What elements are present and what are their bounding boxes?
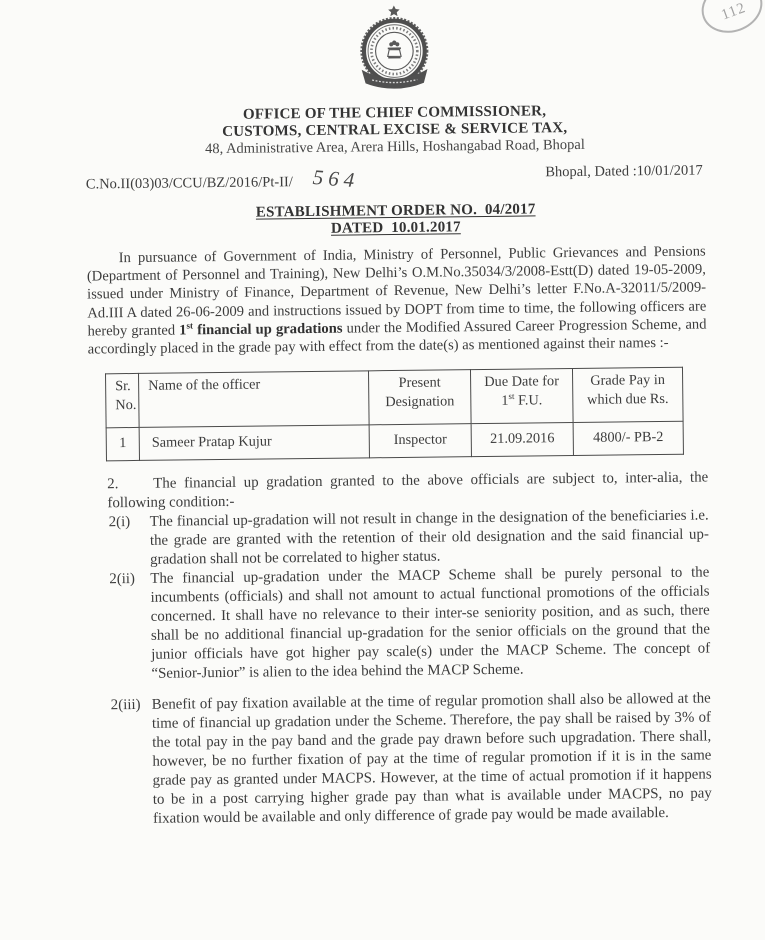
col-grade-line2: which due Rs. — [587, 390, 669, 408]
cell-sr-no: 1 — [106, 427, 139, 460]
col-sr-line2: No. — [115, 396, 137, 414]
file-number: C.No.II(03)03/CCU/BZ/2016/Pt-II/ — [85, 174, 293, 193]
col-header-due-date — [470, 368, 573, 423]
office-name-line1: OFFICE OF THE CHIEF COMMISSIONER, — [242, 103, 547, 123]
officers-table-header — [106, 367, 684, 428]
col-header-designation — [368, 369, 471, 424]
para1-bold-rest: financial up gradations — [192, 320, 343, 339]
condition-label: 2(iii) — [110, 696, 141, 714]
cell-grade-pay: 4800/- PB-2 — [573, 421, 683, 455]
officers-table — [105, 367, 684, 462]
condition-text: Benefit of pay fixation available at the time of regular promotion shall also be allowed at the time of financial up gradation under the Scheme. Therefore, the pay shall be raised by 3% of the total pay in the pay band and the grade pay drawn before such upgradation. There shall, however, be no further fixation of pay at the time of regular promotion if it is in the same grade pay as granted under MACPS. However, at the time of actual promotion if it happens to be in a post carrying higher grade pay than what is available under MACPS, no pay fixation would be available and only difference of grade pay would be made available. — [151, 690, 712, 827]
para1-bold — [179, 320, 342, 338]
document-content — [84, 0, 712, 829]
col-due-line1 — [475, 372, 568, 392]
emblem-container — [345, 3, 442, 105]
conditions-intro-text: The financial up gradation granted to the above officials are subject to, inter-alia, the following condition:- — [107, 469, 709, 512]
para1-post: under the Modified Assured Career Progression Scheme, and accordingly placed in the grade pay with effect from the date(s) as mentioned against their names :- — [87, 316, 707, 358]
para1-pre: In pursuance of Government of India, Ministry of Personnel, Public Grievances and Pensions (Department of Personnel and Training), New Delhi’s O.M.No.35034/3/2008-Estt(D) dated 19-05-2009, issued under Ministry of Finance, Department of Revenue, New Delhi’s letter F.No.A-32011/5/2009-Ad.III A dated 26-06-2009 and instructions issued by DOPT from time to time, the following officers are hereby granted — [86, 243, 707, 340]
condition-label: 2(ii) — [109, 570, 136, 588]
place-and-date: Bhopal, Dated :10/01/2017 — [545, 162, 703, 181]
customs-central-excise-emblem-icon — [346, 3, 441, 100]
para1-bold-sup: st — [186, 320, 194, 331]
file-number-line — [86, 166, 360, 194]
conditions-intro-number: 2. — [107, 475, 119, 493]
handwritten-serial-number: 564 — [312, 164, 361, 193]
condition-item-2i — [108, 506, 710, 570]
circled-page-number-icon — [694, 0, 765, 41]
table-row — [106, 421, 683, 461]
conditions-section — [89, 468, 712, 829]
col-due-post: F.U. — [514, 392, 543, 409]
col-sr-line1: Sr. — [115, 377, 131, 395]
order-title — [86, 199, 705, 240]
order-title-line1: ESTABLISHMENT ORDER NO. 04/2017 — [255, 201, 536, 221]
col-header-name: Name of the officer — [139, 371, 370, 428]
opening-paragraph — [87, 242, 707, 358]
col-due-line2 — [475, 391, 568, 411]
col-desig-line1: Present — [398, 374, 441, 391]
condition-item-2ii — [108, 563, 710, 684]
col-header-grade-pay — [572, 367, 683, 422]
para1-bold-num: 1 — [179, 322, 187, 339]
col-due-pre: Due Date for — [484, 372, 560, 390]
condition-label: 2(i) — [108, 513, 131, 531]
letterhead — [85, 102, 705, 160]
condition-text: The financial up-gradation will not result in change in the designation of the beneficiaries i.e. the grade are granted with the retention of their old designation and the said financial up-gradation shall not be correlated to higher status. — [149, 507, 709, 568]
office-name-line2: CUSTOMS, CENTRAL EXCISE & SERVICE TAX, — [222, 120, 568, 140]
col-due-sup: st — [508, 390, 515, 401]
cell-officer-name: Sameer Pratap Kujur — [139, 425, 369, 461]
col-due-num: 1 — [501, 392, 509, 409]
condition-item-2iii — [110, 689, 712, 829]
col-header-sr-no — [106, 373, 140, 427]
cell-designation: Inspector — [369, 423, 471, 457]
corner-note-text: 112 — [719, 0, 749, 24]
reference-row — [86, 163, 705, 195]
condition-text: The financial up-gradation under the MACP Scheme shall be purely personal to the incumbents (officials) and shall not amount to actual functional promotions of the officials concerned. It shall have no relevance to their inter-se seniority position, and as such, there shall be no additional financial up-gradation for the senior officials on the ground that the junior officials have got higher pay scale(s) under the MACP Scheme. The concept of “Senior-Junior” is alien to the idea behind the MACP Scheme. — [150, 564, 711, 682]
order-title-line2: DATED 10.01.2017 — [330, 219, 461, 237]
col-desig-line2: Designation — [385, 393, 455, 410]
office-address: 48, Administrative Area, Arera Hills, Hoshangabad Road, Bhopal — [204, 136, 585, 158]
cell-due-date: 21.09.2016 — [471, 422, 573, 456]
col-grade-line1: Grade Pay in — [590, 371, 666, 389]
